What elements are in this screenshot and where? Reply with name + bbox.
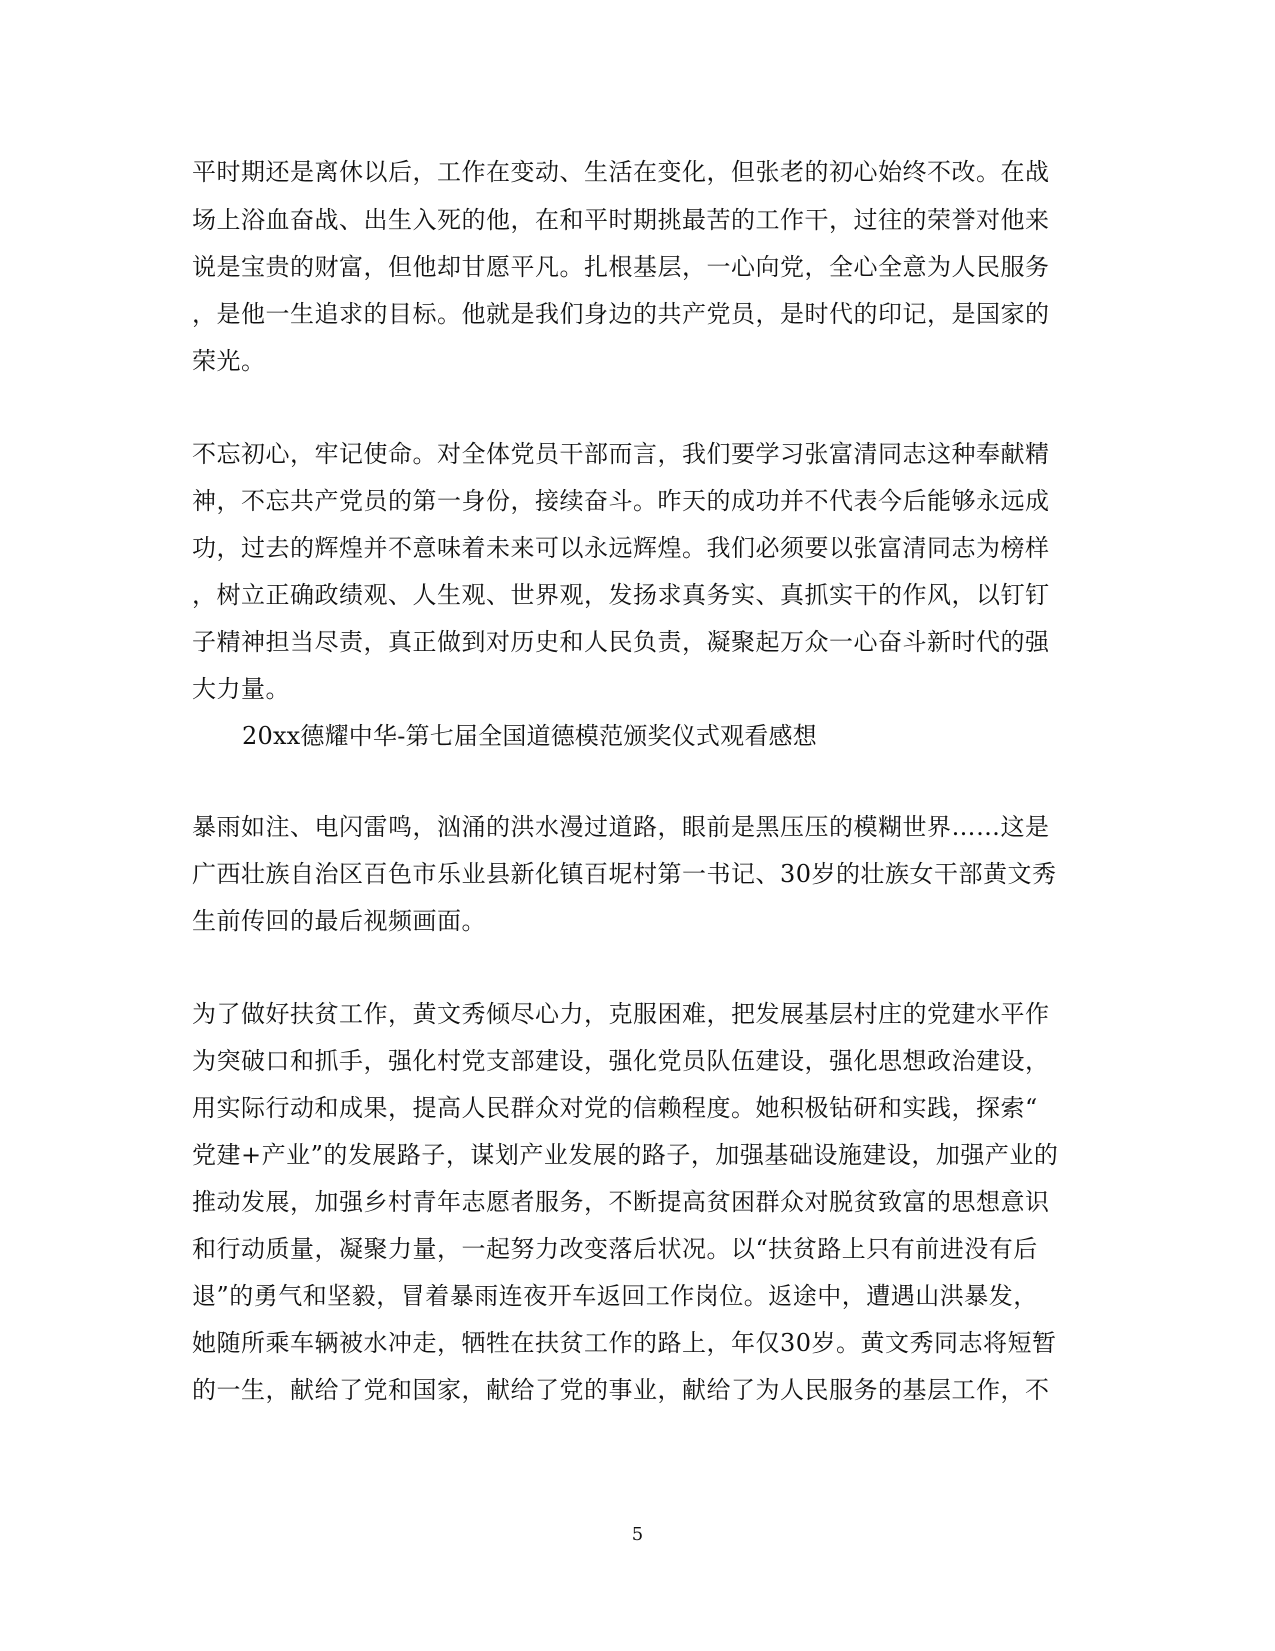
text-line: 荣光。 — [192, 347, 266, 375]
text-line: 子精神担当尽责，真正做到对历史和人民负责，凝聚起万众一心奋斗新时代的强 — [192, 628, 1050, 656]
text-line: 和行动质量，凝聚力量，一起努力改变落后状况。以“扶贫路上只有前进没有后 — [192, 1235, 1038, 1263]
text-line: 说是宝贵的财富，但他却甘愿平凡。扎根基层，一心向党，全心全意为人民服务 — [192, 253, 1050, 281]
text-line: 用实际行动和成果，提高人民群众对党的信赖程度。她积极钻研和实践，探索“ — [192, 1094, 1038, 1122]
text-line: 她随所乘车辆被水冲走，牺牲在扶贫工作的路上，年仅30岁。黄文秀同志将短暂 — [192, 1329, 1057, 1357]
text-line: 的一生，献给了党和国家，献给了党的事业，献给了为人民服务的基层工作，不 — [192, 1376, 1050, 1404]
text-line: 平时期还是离休以后，工作在变动、生活在变化，但张老的初心始终不改。在战 — [192, 158, 1050, 186]
text-line: 不忘初心，牢记使命。对全体党员干部而言，我们要学习张富清同志这种奉献精 — [192, 440, 1050, 468]
text-line: 为了做好扶贫工作，黄文秀倾尽心力，克服困难，把发展基层村庄的党建水平作 — [192, 1000, 1050, 1028]
text-line: 场上浴血奋战、出生入死的他，在和平时期挑最苦的工作干，过往的荣誉对他来 — [192, 206, 1050, 234]
text-line: 党建+产业”的发展路子，谋划产业发展的路子，加强基础设施建设，加强产业的 — [192, 1141, 1059, 1169]
page-number: 5 — [631, 1524, 644, 1545]
text-line: 退”的勇气和坚毅，冒着暴雨连夜开车返回工作岗位。返途中，遭遇山洪暴发， — [192, 1282, 1038, 1310]
text-line: ，树立正确政绩观、人生观、世界观，发扬求真务实、真抓实干的作风，以钉钉 — [192, 581, 1050, 609]
text-line: 暴雨如注、电闪雷鸣，汹涌的洪水漫过道路，眼前是黑压压的模糊世界……这是 — [192, 813, 1050, 841]
text-line: 功，过去的辉煌并不意味着未来可以永远辉煌。我们必须要以张富清同志为榜样 — [192, 534, 1050, 562]
section-heading: 20xx德耀中华-第七届全国道德模范颁奖仪式观看感想 — [242, 722, 817, 750]
text-line: 神，不忘共产党员的第一身份，接续奋斗。昨天的成功并不代表今后能够永远成 — [192, 487, 1050, 515]
text-line: 为突破口和抓手，强化村党支部建设，强化党员队伍建设，强化思想政治建设， — [192, 1047, 1050, 1075]
text-line: 推动发展，加强乡村青年志愿者服务，不断提高贫困群众对脱贫致富的思想意识 — [192, 1188, 1050, 1216]
text-line: 大力量。 — [192, 675, 290, 703]
text-line: 广西壮族自治区百色市乐业县新化镇百坭村第一书记、30岁的壮族女干部黄文秀 — [192, 860, 1057, 888]
text-line: ，是他一生追求的目标。他就是我们身边的共产党员，是时代的印记，是国家的 — [192, 300, 1050, 328]
text-line: 生前传回的最后视频画面。 — [192, 907, 486, 935]
